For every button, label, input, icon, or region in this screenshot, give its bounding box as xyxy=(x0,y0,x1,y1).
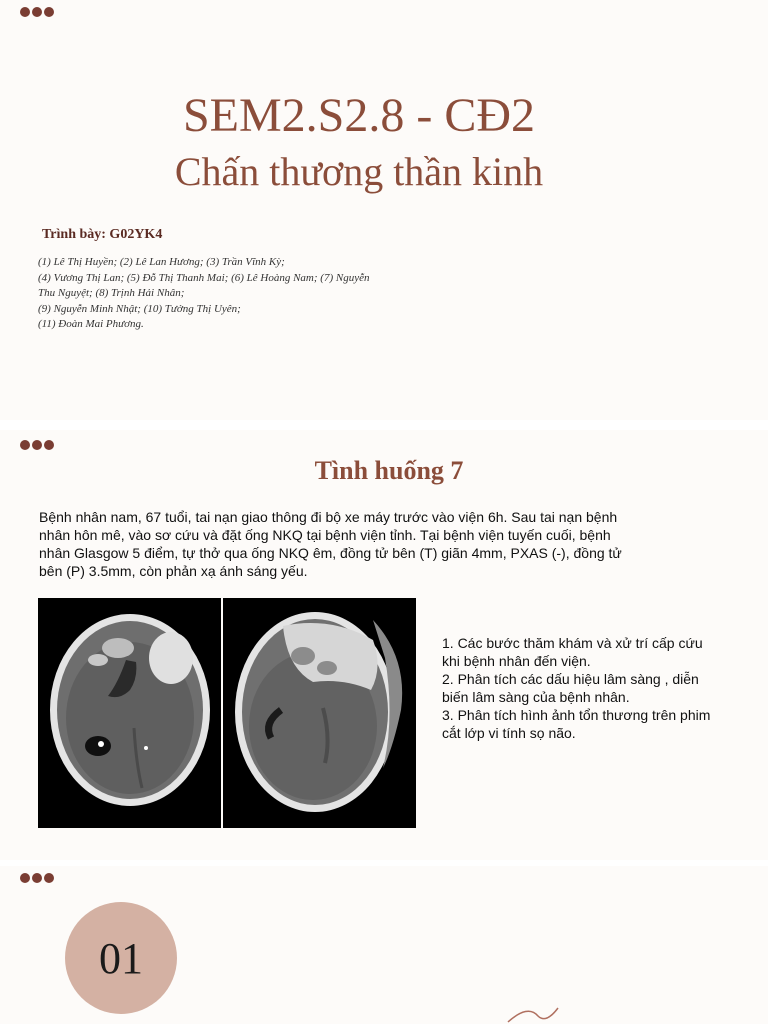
case-questions xyxy=(442,634,742,742)
question-line: khi bệnh nhân đến viện. xyxy=(442,653,591,669)
question-line: biến lâm sàng của bệnh nhân. xyxy=(442,689,630,705)
slide-dots-icon xyxy=(20,7,54,17)
ct-scan-image-left xyxy=(38,598,221,828)
member-list xyxy=(38,255,438,333)
case-title: Tình huống 7 xyxy=(314,456,464,485)
section-slide xyxy=(0,866,768,1024)
slide-dots-icon xyxy=(20,440,54,450)
slide-title: SEM2.S2.8 - CĐ2 xyxy=(182,89,536,142)
question-line: 1. Các bước thăm khám và xử trí cấp cứu xyxy=(442,635,703,651)
member-line: Thu Nguyệt; (8) Trịnh Hải Nhân; xyxy=(38,287,185,299)
decorative-scribble-icon xyxy=(498,994,588,1024)
case-line: Bệnh nhân nam, 67 tuổi, tai nạn giao thông đi bộ xe máy trước vào viện 6h. Sau tai nạn bệnh xyxy=(39,509,618,525)
slide-subtitle: Chấn thương thần kinh xyxy=(174,149,544,194)
section-number: 01 xyxy=(99,933,143,983)
member-line: (1) Lê Thị Huyền; (2) Lê Lan Hương; (3) Trần Vĩnh Kỳ; xyxy=(38,256,285,268)
ct-scan-image-right xyxy=(223,598,416,828)
question-line: cắt lớp vi tính sọ não. xyxy=(442,725,576,741)
presenter-label: Trình bày: G02YK4 xyxy=(42,227,163,242)
member-line: (9) Nguyễn Minh Nhật; (10) Tưởng Thị Uyên; xyxy=(38,302,241,315)
case-slide xyxy=(0,430,768,860)
member-line: (4) Vương Thị Lan; (5) Đỗ Thị Thanh Mai; (6) Lê Hoàng Nam; (7) Nguyễn xyxy=(38,271,370,284)
title-slide xyxy=(0,0,768,420)
case-line: bên (P) 3.5mm, còn phản xạ ánh sáng yếu. xyxy=(39,563,308,579)
question-line: 2. Phân tích các dấu hiệu lâm sàng , diễn xyxy=(442,671,699,687)
member-line: (11) Đoàn Mai Phương. xyxy=(38,318,144,330)
ct-scan-images xyxy=(38,598,416,828)
section-number-badge xyxy=(65,902,177,1014)
question-line: 3. Phân tích hình ảnh tổn thương trên phim xyxy=(442,707,711,723)
case-line: nhân Glasgow 5 điểm, tự thở qua ống NKQ êm, đồng tử bên (T) giãn 4mm, PXAS (-), đồng tử xyxy=(39,545,622,561)
case-line: nhân hôn mê, vào sơ cứu và đặt ống NKQ tại bệnh viện tỉnh. Tại bệnh viện tuyến cuối, bệnh xyxy=(39,527,611,543)
slide-dots-icon xyxy=(20,873,54,883)
case-description xyxy=(39,508,679,580)
